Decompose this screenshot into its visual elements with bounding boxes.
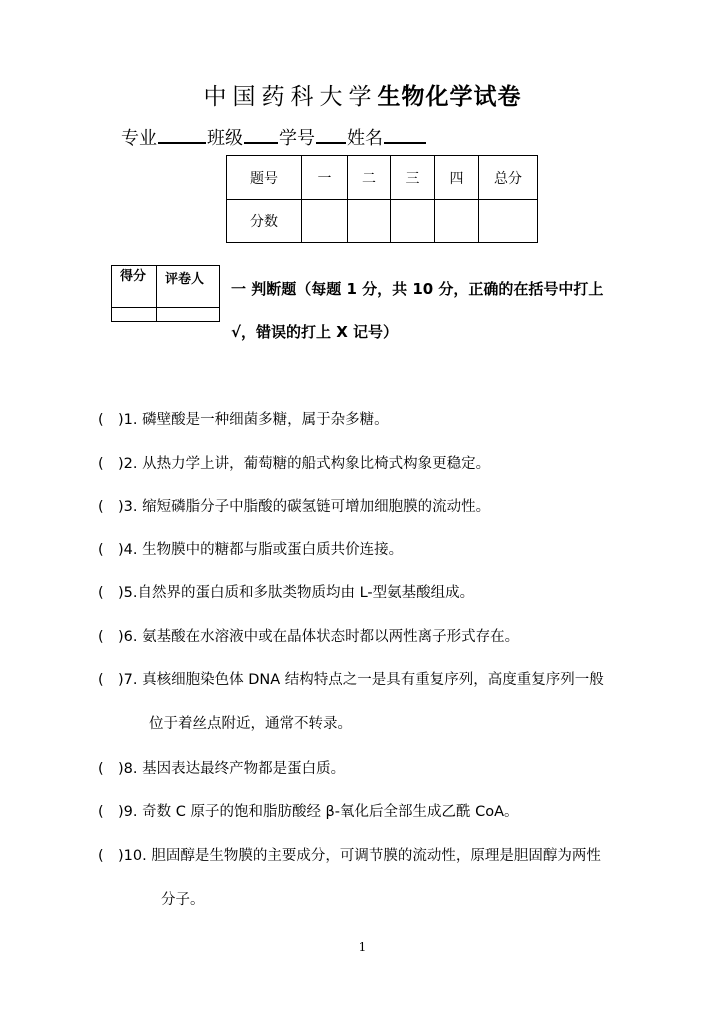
student-id-blank[interactable] [316, 126, 346, 144]
question-8 [98, 757, 345, 778]
header-cell-item: 题号 [227, 156, 302, 200]
grader-entry-row [112, 308, 220, 322]
score-cell-1[interactable] [302, 200, 348, 243]
major-label: 专业 [121, 128, 157, 149]
score-cell-4[interactable] [435, 200, 479, 243]
score-table-score-row [227, 200, 538, 243]
question-2 [98, 452, 490, 473]
header-cell-total: 总分 [479, 156, 538, 200]
score-row-label: 分数 [227, 200, 302, 243]
page-number: 1 [358, 940, 367, 954]
name-blank[interactable] [384, 126, 426, 144]
student-id-label: 学号 [279, 128, 315, 149]
grader-name-label: 评卷人 [157, 266, 220, 308]
score-cell-2[interactable] [348, 200, 391, 243]
score-cell-3[interactable] [391, 200, 435, 243]
student-info-line [121, 124, 427, 150]
university-name: 中国药科大学 [203, 84, 378, 110]
answer-paren[interactable]: ( [98, 456, 104, 472]
major-blank[interactable] [158, 126, 206, 144]
score-table [226, 155, 538, 243]
question-text: )4. 生物膜中的糖都与脂或蛋白质共价连接。 [118, 542, 404, 558]
header-cell-1: 一 [302, 156, 348, 200]
question-6 [98, 625, 519, 646]
class-blank[interactable] [244, 126, 278, 144]
score-cell-total[interactable] [479, 200, 538, 243]
grader-name-cell[interactable] [157, 308, 220, 322]
question-text: )10. 胆固醇是生物膜的主要成分，可调节膜的流动性，原理是胆固醇为两性 [118, 848, 601, 864]
name-label: 姓名 [347, 128, 383, 149]
question-10-continuation: 分子。 [161, 892, 205, 908]
question-9 [98, 800, 519, 821]
question-5 [98, 581, 474, 602]
header-cell-2: 二 [348, 156, 391, 200]
question-text: )3. 缩短磷脂分子中脂酸的碳氢链可增加细胞膜的流动性。 [118, 499, 491, 515]
answer-paren[interactable]: ( [98, 412, 104, 428]
grader-label-row [112, 266, 220, 308]
exam-subject: 生物化学试卷 [377, 84, 522, 110]
question-7 [98, 668, 604, 689]
question-4 [98, 538, 403, 559]
answer-paren[interactable]: ( [98, 672, 104, 688]
question-text: )9. 奇数 C 原子的饱和脂肪酸经 β-氧化后全部生成乙酰 CoA。 [118, 804, 519, 820]
answer-paren[interactable]: ( [98, 804, 104, 820]
score-table-header-row [227, 156, 538, 200]
question-text: )2. 从热力学上讲，葡萄糖的船式构象比椅式构象更稳定。 [118, 456, 491, 472]
section1-heading-line2: √，错误的打上 X 记号） [231, 323, 399, 341]
section1-heading-line1: 一 判断题（每题 1 分，共 10 分，正确的在括号中打上 [231, 280, 604, 298]
answer-paren[interactable]: ( [98, 499, 104, 515]
question-1 [98, 408, 389, 429]
question-text: )6. 氨基酸在水溶液中或在晶体状态时都以两性离子形式存在。 [118, 629, 520, 645]
header-cell-3: 三 [391, 156, 435, 200]
grader-box [111, 265, 220, 322]
answer-paren[interactable]: ( [98, 585, 104, 601]
grader-score-label: 得分 [112, 266, 157, 308]
question-3 [98, 495, 490, 516]
grader-score-cell[interactable] [112, 308, 157, 322]
exam-title [0, 78, 725, 111]
header-cell-4: 四 [435, 156, 479, 200]
question-7-continuation: 位于着丝点附近，通常不转录。 [149, 716, 352, 732]
answer-paren[interactable]: ( [98, 629, 104, 645]
question-text: )5.自然界的蛋白质和多肽类物质均由 L-型氨基酸组成。 [118, 585, 475, 601]
class-label: 班级 [207, 128, 243, 149]
answer-paren[interactable]: ( [98, 848, 104, 864]
question-text: )7. 真核细胞染色体 DNA 结构特点之一是具有重复序列，高度重复序列一般 [118, 672, 604, 688]
question-10 [98, 844, 601, 865]
question-text: )8. 基因表达最终产物都是蛋白质。 [118, 761, 346, 777]
answer-paren[interactable]: ( [98, 542, 104, 558]
answer-paren[interactable]: ( [98, 761, 104, 777]
question-text: )1. 磷壁酸是一种细菌多糖，属于杂多糖。 [118, 412, 389, 428]
